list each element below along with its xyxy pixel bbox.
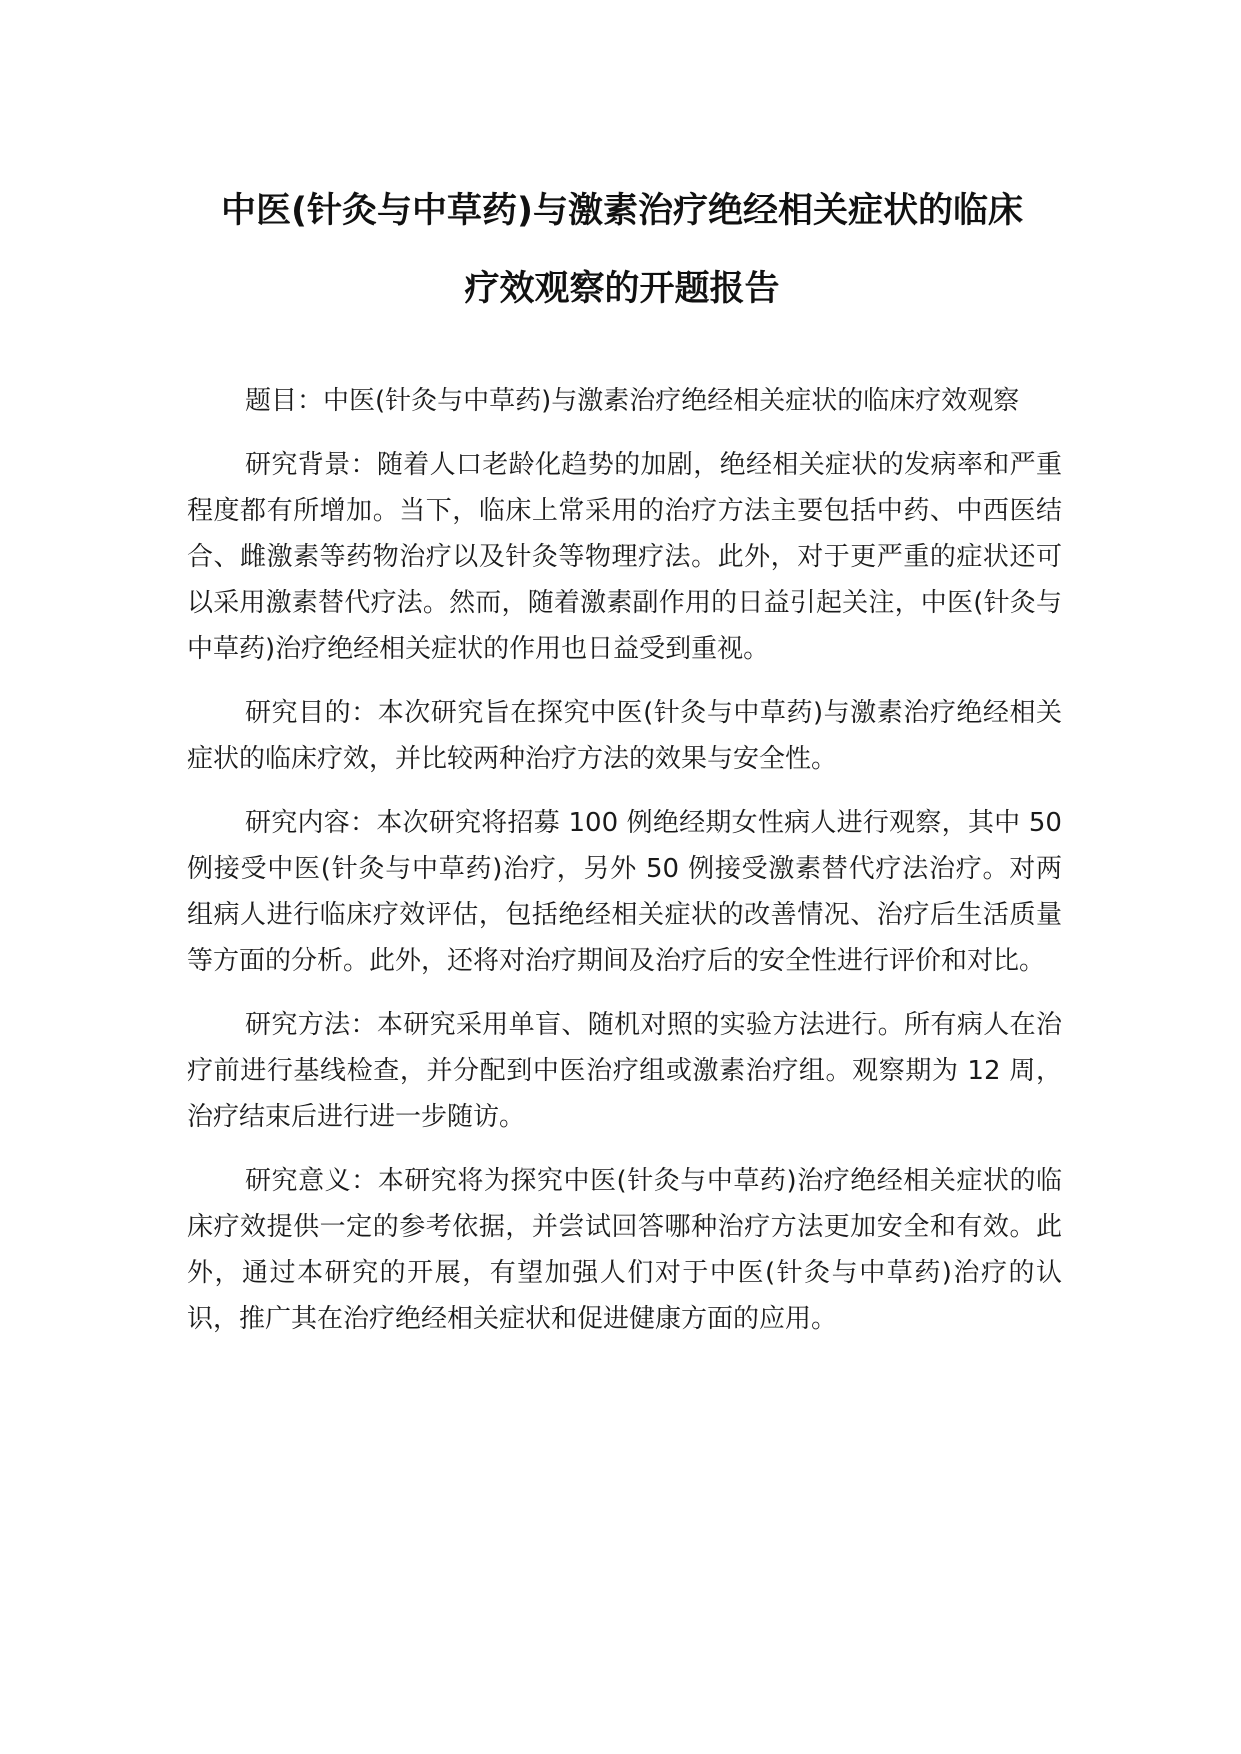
paragraph-label: 题目：	[245, 386, 324, 416]
paragraph-text: 本次研究将招募 100 例绝经期女性病人进行观察，其中 50 例接受中医(针灸与中草药)治疗，另外 50 例接受激素替代疗法治疗。对两组病人进行临床疗效评估，包括绝经相关症状的改善情况、治疗后生活质量等方面的分析。此外，还将对治疗期间及治疗后的安全性进行评价和对比。	[187, 808, 1062, 976]
paragraph-text: 随着人口老龄化趋势的加剧，绝经相关症状的发病率和严重程度都有所增加。当下，临床上常采用的治疗方法主要包括中药、中西医结合、雌激素等药物治疗以及针灸等物理疗法。此外，对于更严重的症状还可以采用激素替代疗法。然而，随着激素副作用的日益引起关注，中医(针灸与中草药)治疗绝经相关症状的作用也日益受到重视。	[187, 450, 1062, 664]
paragraph-significance	[187, 1158, 1062, 1342]
paragraph-label: 研究方法：	[245, 1010, 377, 1040]
paragraph-background	[187, 442, 1062, 672]
paragraph-purpose	[187, 690, 1062, 782]
paragraph-label: 研究内容：	[245, 808, 377, 838]
paragraph-text: 本研究将为探究中医(针灸与中草药)治疗绝经相关症状的临床疗效提供一定的参考依据，并尝试回答哪种治疗方法更加安全和有效。此外，通过本研究的开展，有望加强人们对于中医(针灸与中草药)治疗的认识，推广其在治疗绝经相关症状和促进健康方面的应用。	[187, 1166, 1062, 1334]
paragraph-label: 研究目的：	[245, 698, 378, 728]
paragraph-label: 研究背景：	[245, 450, 377, 480]
paragraph-label: 研究意义：	[245, 1166, 378, 1196]
document-body	[187, 378, 1062, 1360]
paragraph-text: 本次研究旨在探究中医(针灸与中草药)与激素治疗绝经相关症状的临床疗效，并比较两种治疗方法的效果与安全性。	[187, 698, 1062, 774]
paragraph-text: 中医(针灸与中草药)与激素治疗绝经相关症状的临床疗效观察	[323, 386, 1020, 416]
paragraph-method	[187, 1002, 1062, 1140]
paragraph-text: 本研究采用单盲、随机对照的实验方法进行。所有病人在治疗前进行基线检查，并分配到中医治疗组或激素治疗组。观察期为 12 周，治疗结束后进行进一步随访。	[187, 1010, 1062, 1132]
title-line-2: 疗效观察的开题报告	[464, 269, 780, 309]
document-title	[187, 172, 1057, 328]
title-line-1: 中医(针灸与中草药)与激素治疗绝经相关症状的临床	[221, 191, 1023, 231]
paragraph-content	[187, 800, 1062, 984]
paragraph-topic	[187, 378, 1062, 424]
